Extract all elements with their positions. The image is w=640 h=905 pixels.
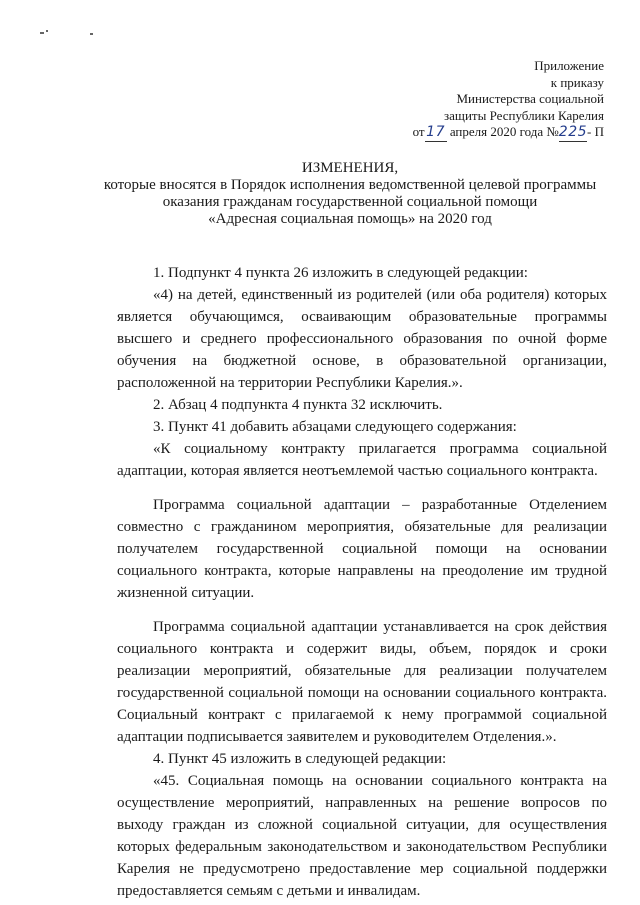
item-1: 1. Подпункт 4 пункта 26 изложить в следующей редакции:	[153, 265, 528, 281]
date-month-year: апреля 2020 года №	[449, 124, 559, 139]
handwritten-day: 17	[426, 124, 445, 140]
item-3-text-3: Программа социальной адаптации устанавливается на срок действия социального контракта и содержит виды, объем, порядок и сроки реализации мероприятий, обязательные для реализации получателем государственной социальной помощи на основании социального контракта. Социальный контракт с прилагаемой к нему программой социальной адаптации подписывается заявителем и руководителем Отделения.».	[117, 619, 607, 745]
appendix-line-1: Приложение	[534, 58, 604, 73]
scan-marks	[38, 28, 108, 42]
item-3-text-2: Программа социальной адаптации – разработанные Отделением совместно с гражданином мероприятия, обязательные для реализации получателем государственной социальной помощи на основании социального контракта, которые направлены на преодоление им трудной жизненной ситуации.	[117, 497, 607, 601]
item-2: 2. Абзац 4 подпункта 4 пункта 32 исключить.	[153, 397, 443, 413]
handwritten-order-number: 225	[558, 124, 588, 140]
item-3: 3. Пункт 41 добавить абзацами следующего содержания:	[153, 419, 517, 435]
item-4-text: «45. Социальная помощь на основании социального контракта на осуществление мероприятий, направленных на решение вопросов по выходу граждан из сложной социальной ситуации, для осуществления которых федеральным законодательством и законодательством Республики Карелия не предусмотрено предоставление мер социальной поддержки предоставляется семьям с детьми и инвалидам.	[117, 773, 607, 899]
document-heading	[90, 160, 610, 228]
heading-line-4: «Адресная социальная помощь» на 2020 год	[208, 211, 492, 227]
document-body	[117, 262, 607, 902]
appendix-line-4: защиты Республики Карелия	[444, 107, 604, 123]
date-prefix: от	[412, 124, 425, 139]
order-suffix: - П	[587, 124, 604, 139]
item-1-text: «4) на детей, единственный из родителей (или оба родителя) которых является обучающимся, осваивающим образовательные программы высшего и среднего профессионального образования по очной форме обучения на бюджетной основе, в образовательной организации, расположенной на территории Республики Карелия.».	[117, 287, 607, 391]
appendix-block	[413, 58, 604, 142]
heading-line-3: оказания гражданам государственной социальной помощи	[162, 194, 538, 210]
item-4: 4. Пункт 45 изложить в следующей редакции:	[153, 751, 447, 767]
item-3-text-1: «К социальному контракту прилагается программа социальной адаптации, которая является неотъемлемой частью социального контракта.	[117, 441, 607, 479]
heading-title: ИЗМЕНЕНИЯ,	[301, 160, 399, 176]
appendix-line-3: Министерства социальной	[456, 91, 604, 106]
heading-line-2: которые вносятся в Порядок исполнения ведомственной целевой программы	[103, 177, 597, 193]
appendix-line-2: к приказу	[550, 74, 604, 90]
appendix-date-line	[413, 124, 604, 142]
